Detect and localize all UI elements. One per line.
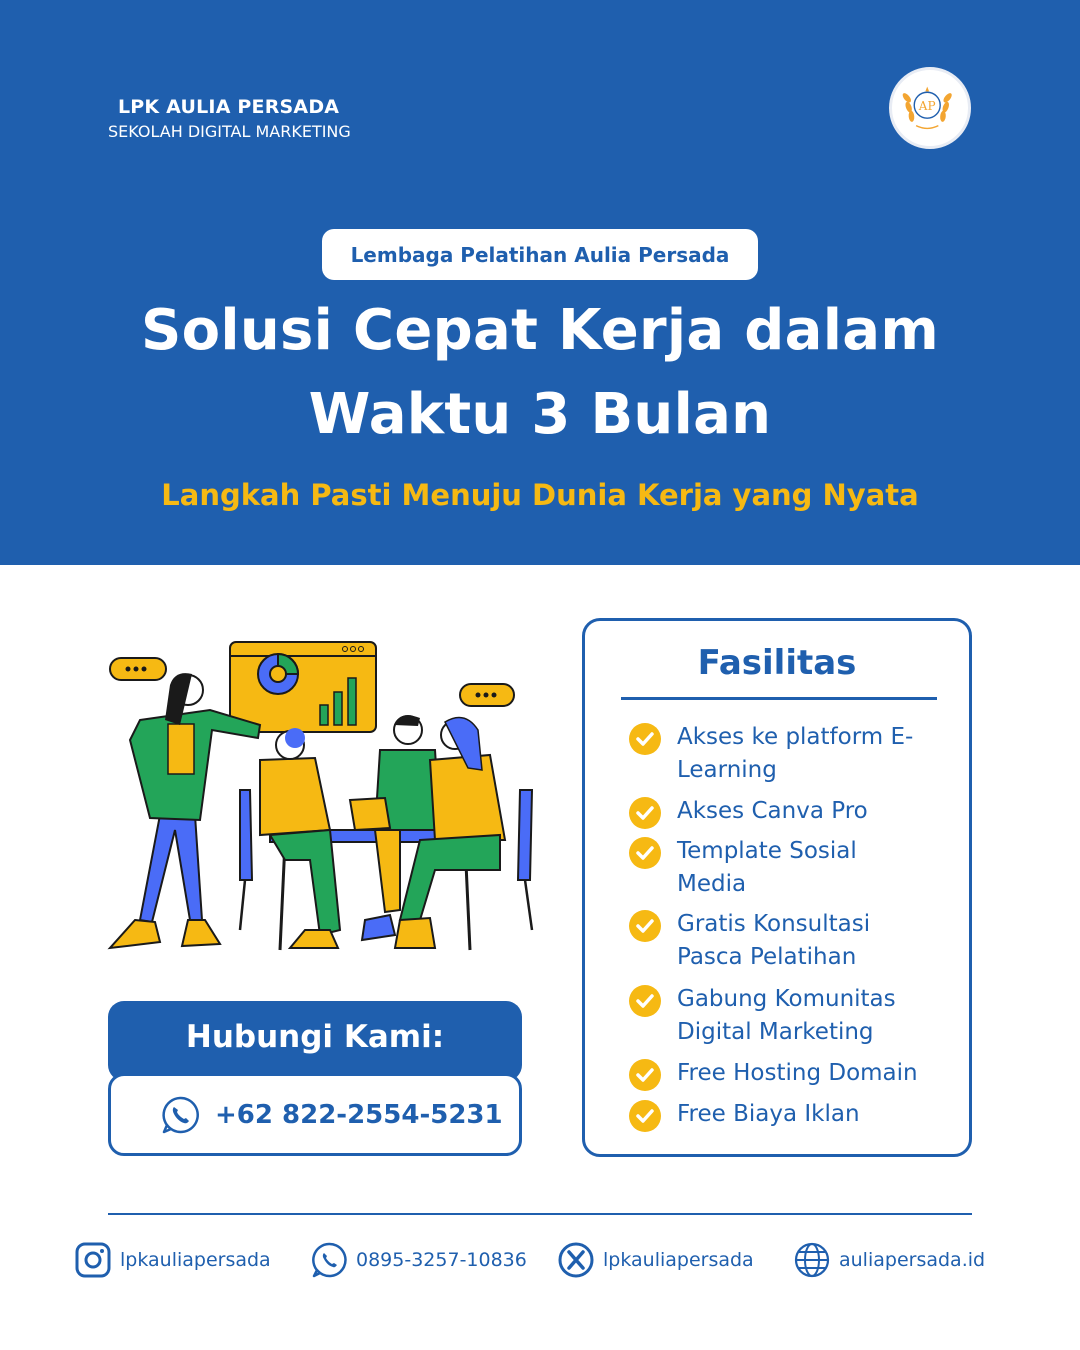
footer-divider [108, 1213, 972, 1215]
contact-heading: Hubungi Kami: [108, 1001, 522, 1081]
globe-icon [794, 1242, 830, 1278]
facilities-divider [621, 697, 937, 700]
facility-label: Akses ke platform E- [677, 724, 914, 750]
brand-subtitle: SEKOLAH DIGITAL MARKETING [108, 122, 351, 141]
facility-label: Akses Canva Pro [677, 798, 868, 824]
whatsapp-icon [311, 1242, 347, 1278]
facility-label: Free Biaya Iklan [677, 1101, 860, 1127]
facility-label-cont: Pasca Pelatihan [677, 944, 857, 970]
brand-name: LPK AULIA PERSADA [118, 96, 340, 118]
footer-instagram-link[interactable] [75, 1242, 271, 1278]
x-icon [558, 1242, 594, 1278]
whatsapp-number: 0895-3257-10836 [356, 1249, 527, 1271]
facility-label: Gabung Komunitas [677, 986, 896, 1012]
check-icon [629, 797, 661, 829]
facility-label-cont: Learning [677, 757, 777, 783]
logo-monogram: AP [918, 98, 936, 113]
instagram-icon [75, 1242, 111, 1278]
facilities-title: Fasilitas [697, 643, 857, 683]
facility-item [629, 983, 949, 1049]
footer-whatsapp-link[interactable] [311, 1242, 527, 1278]
team-meeting-illustration [100, 630, 550, 960]
check-icon [629, 723, 661, 755]
check-icon [629, 1100, 661, 1132]
check-icon [629, 910, 661, 942]
check-icon [629, 837, 661, 869]
facility-label: Free Hosting Domain [677, 1060, 918, 1086]
brand-logo [889, 67, 971, 149]
check-icon [629, 1059, 661, 1091]
facility-item [629, 1098, 949, 1132]
x-handle: lpkauliapersada [603, 1249, 754, 1271]
check-icon [629, 985, 661, 1017]
whatsapp-icon [159, 1094, 201, 1136]
facility-label: Template Sosial [677, 838, 857, 864]
footer-website-link[interactable] [794, 1242, 985, 1278]
instagram-handle: lpkauliapersada [120, 1249, 271, 1271]
facility-item [629, 835, 949, 901]
facility-label: Gratis Konsultasi [677, 911, 871, 937]
facility-item [629, 721, 949, 787]
headline-line-2: Waktu 3 Bulan [308, 382, 772, 447]
contact-phone-button[interactable] [108, 1073, 522, 1156]
facility-item [629, 795, 949, 829]
facility-label-cont: Digital Marketing [677, 1019, 874, 1045]
website-url: auliapersada.id [839, 1249, 986, 1271]
tagline: Langkah Pasti Menuju Dunia Kerja yang Nyata [161, 478, 919, 512]
facility-item [629, 908, 949, 974]
contact-phone-number: +62 822-2554-5231 [215, 1099, 503, 1130]
institution-badge: Lembaga Pelatihan Aulia Persada [322, 229, 758, 280]
headline-line-1: Solusi Cepat Kerja dalam [140, 298, 939, 363]
facilities-panel [582, 618, 972, 1157]
facility-item [629, 1057, 949, 1091]
footer-x-link[interactable] [558, 1242, 754, 1278]
facility-label-cont: Media [677, 871, 747, 897]
